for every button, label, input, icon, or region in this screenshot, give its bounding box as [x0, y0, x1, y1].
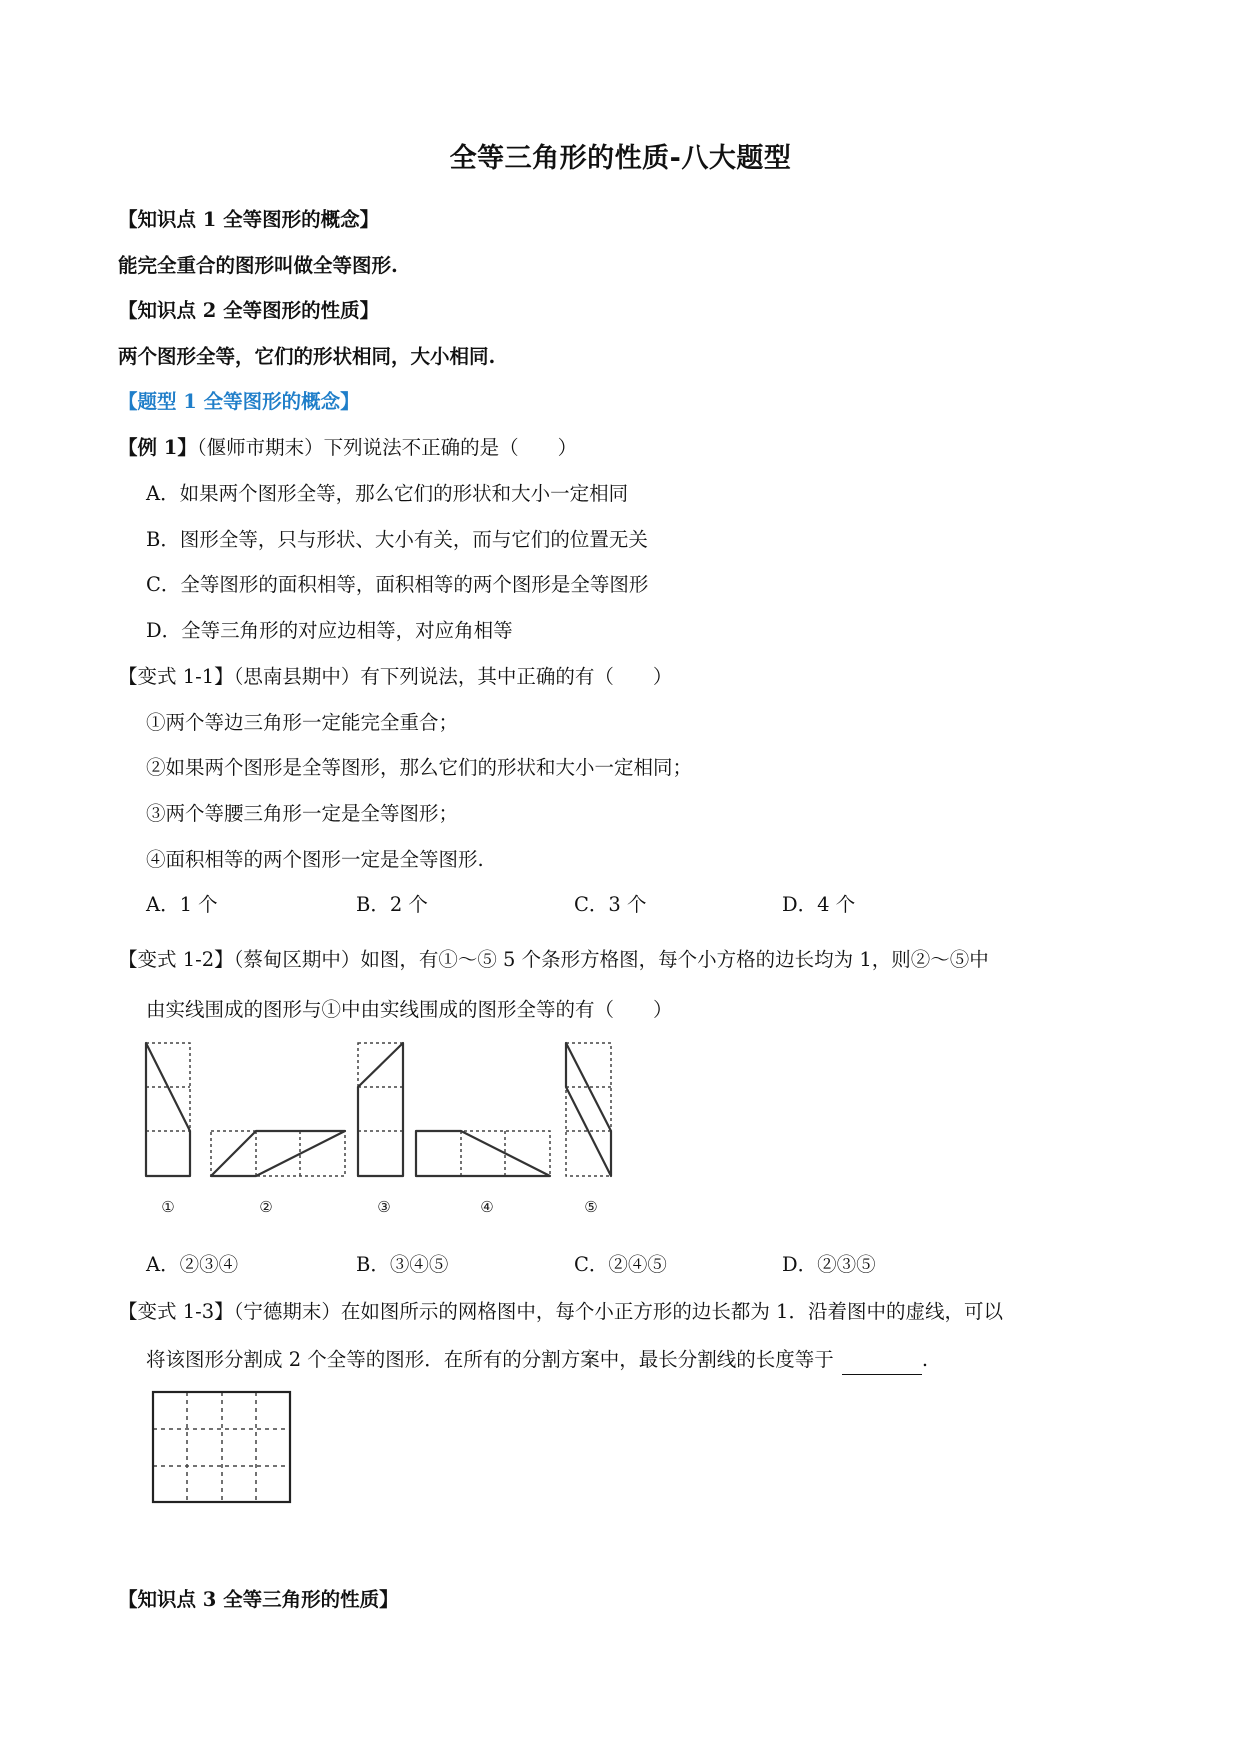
knowledge-point-1-body: 能完全重合的图形叫做全等图形.	[118, 254, 398, 277]
variant-1-2-text: （蔡甸区期中）如图，有①～⑤ 5 个条形方格图，每个小方格的边长均为 1，则②～⑤中	[233, 948, 989, 971]
variant-1-3-label: 【变式 1-3】	[118, 1300, 234, 1323]
example-1-option-b: B．图形全等，只与形状、大小有关，而与它们的位置无关	[146, 528, 648, 551]
figure-5-shape	[566, 1043, 611, 1176]
variant-1-1-text: （思南县期中）有下列说法，其中正确的有（ ）	[233, 665, 673, 688]
variant-1-1-option-b: B．2 个	[356, 893, 428, 916]
knowledge-point-2-heading: 【知识点 2 全等图形的性质】	[118, 299, 380, 322]
variant-1-2-label: 【变式 1-2】	[118, 948, 234, 971]
variant-1-2-stem-line-2: 由实线围成的图形与①中由实线围成的图形全等的有（ ）	[146, 998, 673, 1021]
variant-1-1-statement-4: ④面积相等的两个图形一定是全等图形.	[146, 848, 484, 871]
variant-1-3-grid-figure	[153, 1392, 290, 1502]
variant-1-3-text-2: 将该图形分割成 2 个全等的图形．在所有的分割方案中，最长分割线的长度等于	[146, 1348, 834, 1371]
knowledge-point-3-heading: 【知识点 3 全等三角形的性质】	[118, 1588, 399, 1611]
variant-1-3-end: .	[921, 1348, 929, 1371]
variant-1-1-statement-3: ③两个等腰三角形一定是全等图形；	[146, 802, 459, 825]
example-1-option-d: D．全等三角形的对应边相等，对应角相等	[146, 619, 513, 642]
example-1-option-c: C．全等图形的面积相等，面积相等的两个图形是全等图形	[146, 573, 649, 596]
variant-1-1-option-d: D．4 个	[782, 893, 856, 916]
variant-1-2-option-d: D．②③⑤	[782, 1253, 876, 1276]
figure-label-4: ④	[480, 1198, 494, 1216]
variant-1-3-text: （宁德期末）在如图所示的网格图中，每个小正方形的边长都为 1．沿着图中的虚线，可以	[233, 1300, 1003, 1323]
example-1-text: （偃师市期末）下列说法不正确的是（ ）	[196, 436, 578, 459]
variant-1-1-statement-2: ②如果两个图形是全等图形，那么它们的形状和大小一定相同；	[146, 756, 693, 779]
figure-3-shape	[358, 1043, 403, 1176]
answer-blank[interactable]	[842, 1354, 922, 1375]
figure-label-5: ⑤	[584, 1198, 598, 1216]
variant-1-3-stem-line-1	[118, 1297, 1003, 1327]
example-1-option-a: A．如果两个图形全等，那么它们的形状和大小一定相同	[146, 482, 629, 505]
figure-label-1: ①	[161, 1198, 175, 1216]
variant-1-1-label: 【变式 1-1】	[118, 665, 234, 688]
variant-1-2-option-a: A．②③④	[146, 1253, 239, 1276]
figure-label-2: ②	[259, 1198, 273, 1216]
variant-1-1-option-a: A．1 个	[146, 893, 218, 916]
variant-1-2-option-b: B．③④⑤	[356, 1253, 449, 1276]
variant-1-3-stem-line-2	[146, 1345, 928, 1375]
page-title: 全等三角形的性质-八大题型	[449, 143, 792, 174]
variant-1-1-statement-1: ①两个等边三角形一定能完全重合；	[146, 711, 459, 734]
example-1-label: 【例 1】	[118, 436, 197, 459]
question-type-1-heading: 【题型 1 全等图形的概念】	[118, 390, 360, 413]
knowledge-point-2-body: 两个图形全等，它们的形状相同，大小相同.	[118, 345, 496, 368]
figure-1-shape	[146, 1043, 190, 1176]
variant-1-2-option-c: C．②④⑤	[574, 1253, 667, 1276]
figure-2-shape	[211, 1131, 345, 1176]
knowledge-point-1-heading: 【知识点 1 全等图形的概念】	[118, 208, 380, 231]
figure-4-shape	[416, 1131, 550, 1176]
figure-label-3: ③	[377, 1198, 391, 1216]
variant-1-1-option-c: C．3 个	[574, 893, 647, 916]
